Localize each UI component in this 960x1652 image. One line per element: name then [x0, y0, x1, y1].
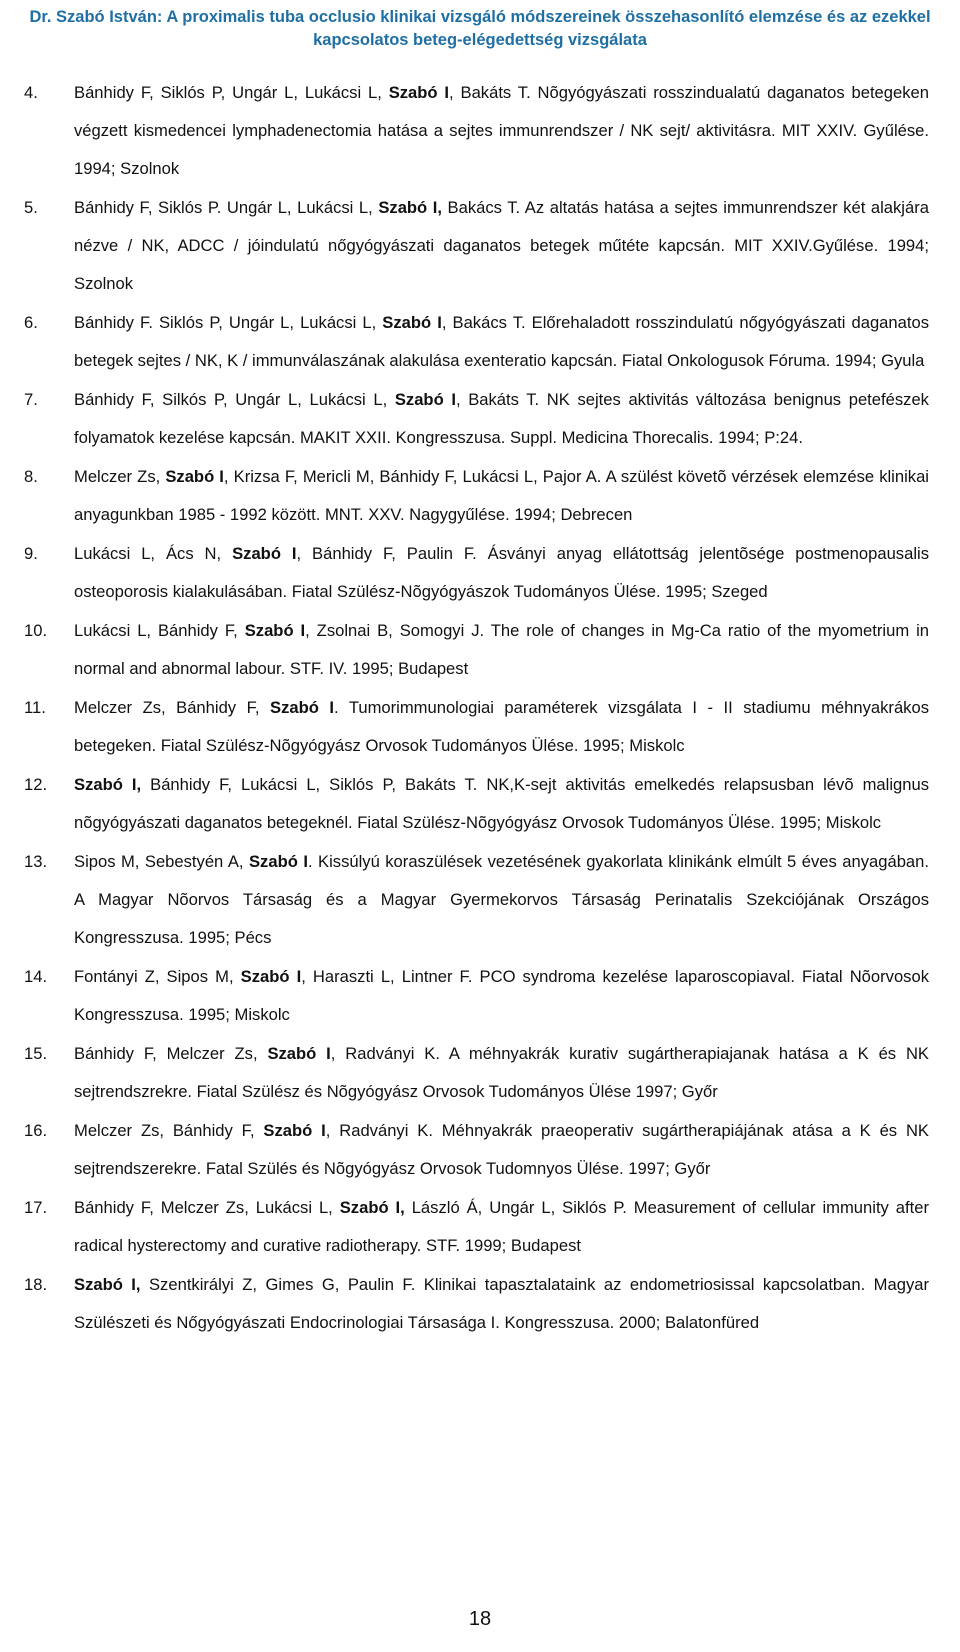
reference-citation-rest: , Radványi K. A méhnyakrák kurativ sugártherapiajanak hatása a K és NK sejtrendszrekre. Fiatal Szülész és Nõgyógyász Orvosok Tudományos Ülése 1997; Győr	[74, 1044, 929, 1101]
reference-number: 11.	[24, 698, 46, 717]
reference-highlighted-author: Szabó I	[165, 467, 224, 486]
reference-authors-before: Bánhidy F, Melczer Zs,	[74, 1044, 268, 1063]
reference-item	[24, 74, 929, 188]
reference-citation-rest: Szentkirályi Z, Gimes G, Paulin F. Klinikai tapasztalataink az endometriosissal kapcsolatban. Magyar Szülészeti és Nőgyógyászati Endocrinologiai Társasága I. Kongresszusa. 2000; Balatonfüred	[74, 1275, 930, 1332]
reference-number: 13.	[24, 852, 48, 871]
reference-highlighted-author: Szabó I,	[74, 1275, 141, 1294]
reference-item	[24, 189, 929, 303]
reference-citation-rest: , Bakáts T. Nõgyógyászati rosszindualatú daganatos betegeken végzett kismedencei lymphadenectomia hatása a sejtes immunrendszer / NK sejt/ aktivitásra. MIT XXIV. Gyűlése. 1994; Szolnok	[74, 83, 929, 178]
reference-authors-before: Bánhidy F. Siklós P, Ungár L, Lukácsi L,	[74, 313, 383, 332]
reference-citation-rest: , Bakács T. Előrehaladott rosszindulatú nőgyógyászati daganatos betegek sejtes / NK, K / immunválaszának alakulása exenteratio kapcsán. Fiatal Onkologusok Fóruma. 1994; Gyula	[74, 313, 929, 370]
reference-authors-before: Melczer Zs, Bánhidy F,	[74, 698, 271, 717]
reference-authors-before: Lukácsi L, Ács N,	[74, 544, 233, 563]
header-line-2: kapcsolatos beteg-elégedettség vizsgálata	[313, 31, 647, 49]
reference-item	[24, 612, 929, 688]
reference-authors-before: Lukácsi L, Bánhidy F,	[74, 621, 245, 640]
reference-number: 16.	[24, 1121, 48, 1140]
reference-authors-before: Bánhidy F, Siklós P. Ungár L, Lukácsi L,	[74, 198, 379, 217]
reference-list	[24, 74, 929, 1343]
reference-citation-rest: , Bánhidy F, Paulin F. Ásványi anyag ellátottság jelentõsége postmenopausalis osteoporosis kialakulásában. Fiatal Szülész-Nõgyógyászok Tudományos Ülése. 1995; Szeged	[74, 544, 930, 601]
reference-highlighted-author: Szabó I,	[339, 1198, 405, 1217]
reference-citation-rest: Bánhidy F, Lukácsi L, Siklós P, Bakáts T. NK,K-sejt aktivitás emelkedés relapsusban lévõ malignus nõgyógyászati daganatos betegeknél. Fiatal Szülész-Nõgyógyász Orvosok Tudományos Ülése. 1995; Miskolc	[74, 775, 929, 832]
reference-number: 5.	[24, 198, 38, 217]
reference-citation-rest: , Bakáts T. NK sejtes aktivitás változása benignus petefészek folyamatok kezelése kapcsán. MAKIT XXII. Kongresszusa. Suppl. Medicina Thorecalis. 1994; P:24.	[74, 390, 929, 447]
reference-number: 14.	[24, 967, 48, 986]
reference-item	[24, 304, 929, 380]
reference-citation-rest: , Haraszti L, Lintner F. PCO syndroma kezelése laparoscopiaval. Fiatal Nõorvosok Kongresszusa. 1995; Miskolc	[74, 967, 930, 1024]
reference-item	[24, 843, 929, 957]
reference-number: 4.	[24, 83, 38, 102]
reference-citation-rest: , Radványi K. Méhnyakrák praeoperativ sugártherapiájának atása a K és NK sejtrendszerekre. Fatal Szülés és Nõgyógyász Orvosok Tudomnyos Ülése. 1997; Győr	[74, 1121, 930, 1178]
reference-item	[24, 1189, 929, 1265]
reference-citation-rest: László Á, Ungár L, Siklós P. Measurement of cellular immunity after radical hysterectomy and curative radiotherapy. STF. 1999; Budapest	[74, 1198, 929, 1255]
reference-authors-before: Melczer Zs, Bánhidy F,	[74, 1121, 264, 1140]
reference-highlighted-author: Szabó I,	[378, 198, 442, 217]
reference-authors-before: Bánhidy F, Siklós P, Ungár L, Lukácsi L,	[74, 83, 389, 102]
header-line-1: Dr. Szabó István: A proximalis tuba occlusio klinikai vizsgáló módszereinek összehasonlító elemzése és az ezekkel	[29, 8, 931, 26]
reference-highlighted-author: Szabó I,	[74, 775, 142, 794]
reference-highlighted-author: Szabó I	[388, 83, 450, 102]
reference-highlighted-author: Szabó I	[244, 621, 306, 640]
reference-authors-before: Fontányi Z, Sipos M,	[74, 967, 241, 986]
reference-highlighted-author: Szabó I	[248, 852, 308, 871]
reference-number: 18.	[24, 1275, 48, 1294]
reference-number: 15.	[24, 1044, 48, 1063]
running-header	[0, 6, 960, 52]
reference-authors-before: Melczer Zs,	[74, 467, 166, 486]
reference-number: 12.	[24, 775, 48, 794]
reference-citation-rest: Bakács T. Az altatás hatása a sejtes immunrendszer két alakjára nézve / NK, ADCC / jóindulatú nőgyógyászati daganatos betegek műtéte kapcsán. MIT XXIV.Gyűlése. 1994; Szolnok	[74, 198, 929, 293]
page-number: 18	[468, 1608, 492, 1630]
reference-highlighted-author: Szabó I	[270, 698, 335, 717]
reference-item	[24, 535, 929, 611]
reference-highlighted-author: Szabó I	[240, 967, 302, 986]
reference-highlighted-author: Szabó I	[394, 390, 456, 409]
reference-item	[24, 766, 929, 842]
reference-item	[24, 1266, 929, 1342]
reference-citation-rest: , Zsolnai B, Somogyi J. The role of changes in Mg-Ca ratio of the myometrium in normal and abnormal labour. STF. IV. 1995; Budapest	[74, 621, 930, 678]
reference-authors-before: Sipos M, Sebestyén A,	[74, 852, 249, 871]
reference-number: 10.	[24, 621, 48, 640]
reference-item	[24, 958, 929, 1034]
reference-number: 7.	[24, 390, 38, 409]
reference-highlighted-author: Szabó I	[263, 1121, 326, 1140]
reference-item	[24, 689, 929, 765]
reference-citation-rest: . Tumorimmunologiai paraméterek vizsgálata I - II stadiumu méhnyakrákos betegeken. Fiatal Szülész-Nõgyógyász Orvosok Tudományos Ülése. 1995; Miskolc	[74, 698, 929, 755]
reference-number: 6.	[24, 313, 38, 332]
reference-item	[24, 458, 929, 534]
reference-item	[24, 1112, 929, 1188]
reference-item	[24, 381, 929, 457]
reference-number: 9.	[24, 544, 38, 563]
reference-highlighted-author: Szabó I	[267, 1044, 331, 1063]
reference-number: 17.	[24, 1198, 48, 1217]
reference-item	[24, 1035, 929, 1111]
reference-authors-before: Bánhidy F, Melczer Zs, Lukácsi L,	[74, 1198, 340, 1217]
reference-number: 8.	[24, 467, 38, 486]
reference-authors-before: Bánhidy F, Silkós P, Ungár L, Lukácsi L,	[74, 390, 395, 409]
reference-citation-rest: , Krizsa F, Mericli M, Bánhidy F, Lukácsi L, Pajor A. A szülést követõ vérzések elemzése klinikai anyagunkban 1985 - 1992 között. MNT. XXV. Nagygyűlése. 1994; Debrecen	[74, 467, 929, 524]
reference-highlighted-author: Szabó I	[382, 313, 442, 332]
reference-citation-rest: . Kissúlyú koraszülések vezetésének gyakorlata klinikánk elmúlt 5 éves anyagában. A Magyar Nõorvos Társaság és a Magyar Gyermekorvos Társaság Perinatalis Szekciójának Országos Kongresszusa. 1995; Pécs	[74, 852, 929, 947]
reference-highlighted-author: Szabó I	[232, 544, 297, 563]
